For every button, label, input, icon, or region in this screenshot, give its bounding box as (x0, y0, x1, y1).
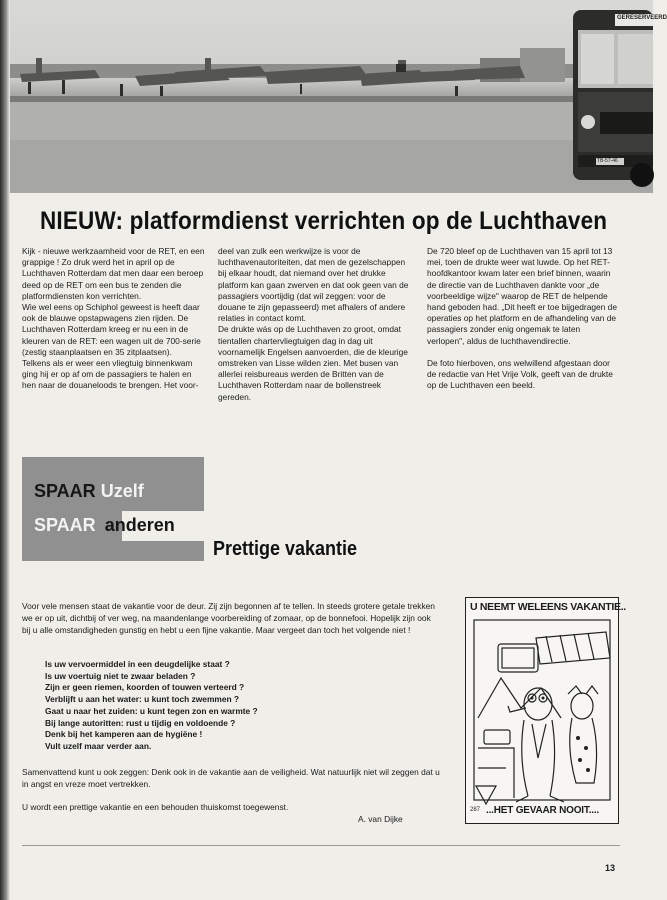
cartoon-caption-top: U NEEMT WELEENS VAKANTIE.. (470, 601, 626, 613)
paragraph: De foto hierboven, ons welwillend afgestaan door de redactie van Het Vrije Volk, geeft van de drukte op de Luchthaven een beeld. (427, 357, 613, 391)
spaar-slogan-box (22, 457, 204, 561)
checklist-item: Denk bij het kamperen aan de hygiëne ! (45, 729, 203, 740)
vacation-farewell: U wordt een prettige vakantie en een behouden thuiskomst toegewenst. (22, 802, 289, 812)
footer-rule (22, 845, 620, 846)
article-column-1 (22, 246, 206, 392)
vacation-intro: Voor vele mensen staat de vakantie voor de deur. Zij zijn begonnen af te tellen. In steeds grotere getale trekken we er op uit, dichtbij of ver weg, na maandenlange voorbereiding of zomaar, op de bonnefooi. Hopelijk zijn ook bij u alle omstandigheden gunstig en hebt u een fijne vakantie. Maar vergeet dan toch het volgende niet ! (22, 601, 435, 635)
author-name: A. van Dijke (358, 814, 403, 824)
paragraph: Telkens als er weer een vliegtuig binnenkwam ging hij er op af om de passagiers te halen en hen naar de douaneloods te brengen. Het voor- (22, 358, 199, 391)
bus-destination-sign: GERESERVEERD (617, 15, 667, 21)
cartoon-caption-bottom: ...HET GEVAAR NOOIT.... (486, 805, 600, 816)
checklist-item: Zijn er geen riemen, koorden of touwen verteerd ? (45, 682, 245, 693)
checklist-item: Vult uzelf maar verder aan. (45, 740, 152, 751)
paragraph: De drukte wás op de Luchthaven zo groot, omdat tientallen chartervliegtuigen dag in dag uit voornamelijk Engelsen aanvoerden, die de kleurige omstreken van Lisse wilden zien. Met busen van allerlei reisbureaus werden de Britten van de Luchthaven Rotterdam naar de bollenstreek gereden. (218, 324, 408, 402)
page-number: 13 (605, 863, 616, 873)
paragraph: Kijk - nieuwe werkzaamheid voor de RET, en een grappige ! Zo druk werd het in april op de Luchthaven Rotterdam dat men daar een beroep deed op de RET om een bus te zenden die platformdiensten kon verrichten. (22, 246, 205, 301)
cartoon-number: 287 (470, 807, 481, 813)
checklist-item: Bij lange autoritten: rust u tijdig en voldoende ? (45, 717, 236, 728)
paragraph: Wie wel eens op Schiphol geweest is heeft daar ook de blauwe opstapwagens zien rijden. De Luchthaven Rotterdam kreeg er nu een in de kleuren van de RET: een wagen uit de 700-serie (zestig staanplaatsen en 35 zitplaatsen). (22, 302, 201, 357)
vacation-cartoon (465, 597, 626, 824)
bus-license-plate: TB-57-46 (597, 158, 618, 164)
article-column-2 (218, 246, 414, 403)
checklist-item: Is uw vervoermiddel in een deugdelijke staat ? (45, 659, 230, 669)
checklist-item: Verblijft u aan het water: u kunt toch zwemmen ? (45, 694, 240, 705)
checklist-item: Is uw voertuig niet te zwaar beladen ? (45, 670, 196, 681)
checklist (45, 659, 425, 753)
checklist-item: Gaat u naar het zuiden: u kunt tegen zon en warmte ? (45, 705, 258, 716)
airport-apron-illustration (0, 0, 653, 193)
vacation-closing: Samenvattend kunt u ook zeggen: Denk ook in de vakantie aan de veiligheid. Wat natuurlijk niet wil zeggen dat u in angst en vreze moet vertrekken. (22, 767, 440, 789)
article-column-3 (427, 246, 617, 391)
page-binding-shadow (0, 0, 10, 900)
cartoon-drawing (466, 598, 618, 823)
airport-photo (0, 0, 667, 193)
paragraph: deel van zulk een werkwijze is voor de luchthavenautoriteiten, dat men de gezelschappen bij elkaar houdt, dat niemand over het drukke platform kan gaan zwerven en dat ook geen van de passagiers voortijdig (dat wil zeggen: voor de douane te zijn gepasseerd) met afhalers of andere relaties in contact komt. (218, 246, 409, 324)
slogan-line-2: SPAAR anderen (34, 515, 175, 535)
article-headline: NIEUW: platformdienst verrichten op de Luchthaven (40, 207, 608, 235)
paragraph: De 720 bleef op de Luchthaven van 15 april tot 13 mei, toen de drukte weer wat luwde. Op het RET-hoofdkantoor kwam later een brief binnen, waarin de directie van de Luchthaven dankte voor „de voorbeeldige wijze" waarop de RET de helpende hand geboden had. „Dit heeft er toe bijgedragen de operaties op het platform en de afhandeling van de passagiers zonder enig ongemak te laten verlopen", aldus de luchthavendirectie. (427, 246, 617, 346)
slogan-line-1: SPAAR Uzelf (34, 481, 144, 501)
vacation-article-title: Prettige vakantie (213, 538, 358, 560)
